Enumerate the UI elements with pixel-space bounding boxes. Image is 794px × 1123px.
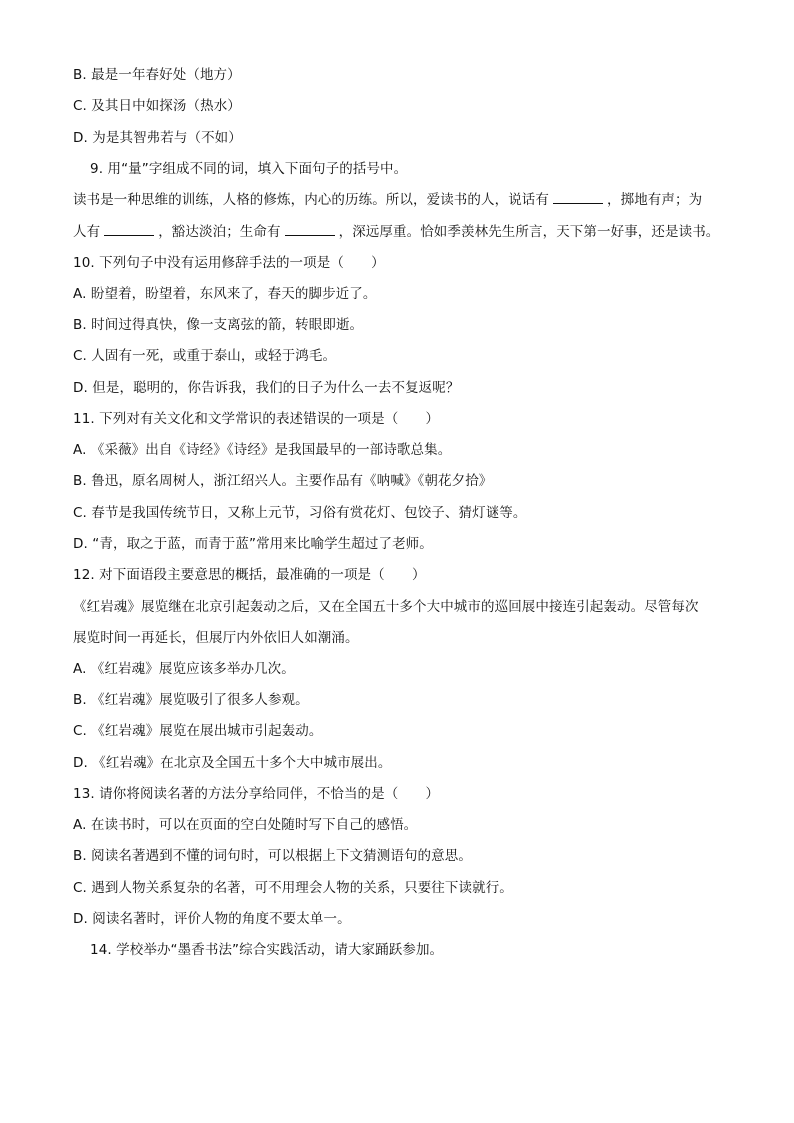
q9-text-2c: ，深远厚重。恰如季羡林先生所言，天下第一好事，还是读书。 [338,224,720,240]
q9-text-1a: 读书是一种思维的训练，人格的修炼，内心的历练。所以，爱读书的人，说话有 [73,192,549,208]
q12-option-a: A. 《红岩魂》展览应该多举办几次。 [73,661,295,677]
q11-option-d: D. “青，取之于蓝，而青于蓝”常用来比喻学生超过了老师。 [73,536,433,552]
q10-option-b: B. 时间过得真快，像一支离弦的箭，转眼即逝。 [73,317,364,333]
q8-option-b: B. 最是一年春好处（地方） [73,67,241,83]
q13-option-a: A. 在读书时，可以在页面的空白处随时写下自己的感悟。 [73,817,418,833]
q11-option-b: B. 鲁迅，原名周树人，浙江绍兴人。主要作品有《呐喊》《朝花夕拾》 [73,473,493,489]
q14-stem: 14. 学校举办“墨香书法”综合实践活动，请大家踊跃参加。 [90,942,444,958]
q10-stem: 10. 下列句子中没有运用修辞手法的一项是（ ） [73,255,385,271]
q13-option-c: C. 遇到人物关系复杂的名著，可不用理会人物的关系，只要往下读就行。 [73,880,513,896]
answer-blank-3[interactable] [285,222,335,236]
q11-option-c: C. 春节是我国传统节日，又称上元节，习俗有赏花灯、包饺子、猜灯谜等。 [73,505,527,521]
q9-passage-line-1 [73,190,702,210]
q13-option-d: D. 阅读名著时，评价人物的角度不要太单一。 [73,911,351,927]
q8-option-d: D. 为是其智弗若与（不如） [73,130,242,146]
q12-option-c: C. 《红岩魂》展览在展出城市引起轰动。 [73,723,323,739]
q10-option-c: C. 人固有一死，或重于泰山，或轻于鸿毛。 [73,348,337,364]
q9-text-1b: ，掷地有声；为 [607,192,703,208]
q11-option-a: A. 《采薇》出自《诗经》《诗经》是我国最早的一部诗歌总集。 [73,442,452,458]
q9-text-2a: 人有 [73,224,101,240]
q9-passage-line-2 [73,222,719,242]
q10-option-a: A. 盼望着，盼望着，东风来了，春天的脚步近了。 [73,286,377,302]
q13-stem: 13. 请你将阅读名著的方法分享给同伴，不恰当的是（ ） [73,786,440,802]
q9-stem: 9. 用“量”字组成不同的词，填入下面句子的括号中。 [90,161,408,177]
q10-option-d: D. 但是，聪明的，你告诉我，我们的日子为什么一去不复返呢？ [73,380,460,396]
q12-passage-line-2: 展览时间一再延长，但展厅内外依旧人如潮涌。 [73,630,359,646]
q12-passage-line-1: 《红岩魂》展览继在北京引起轰动之后，又在全国五十多个大中城市的巡回展中接连引起轰动。尽管每次 [73,599,699,615]
q12-option-d: D. 《红岩魂》在北京及全国五十多个大中城市展出。 [73,755,392,771]
q12-stem: 12. 对下面语段主要意思的概括，最准确的一项是（ ） [73,567,426,583]
q11-stem: 11. 下列对有关文化和文学常识的表述错误的一项是（ ） [73,411,440,427]
q8-option-c: C. 及其日中如探汤（热水） [73,98,241,114]
q13-option-b: B. 阅读名著遇到不懂的词句时，可以根据上下文猜测语句的意思。 [73,848,472,864]
q9-text-2b: ，豁达淡泊；生命有 [158,224,281,240]
answer-blank-1[interactable] [553,190,603,204]
q12-option-b: B. 《红岩魂》展览吸引了很多人参观。 [73,692,309,708]
answer-blank-2[interactable] [104,222,154,236]
